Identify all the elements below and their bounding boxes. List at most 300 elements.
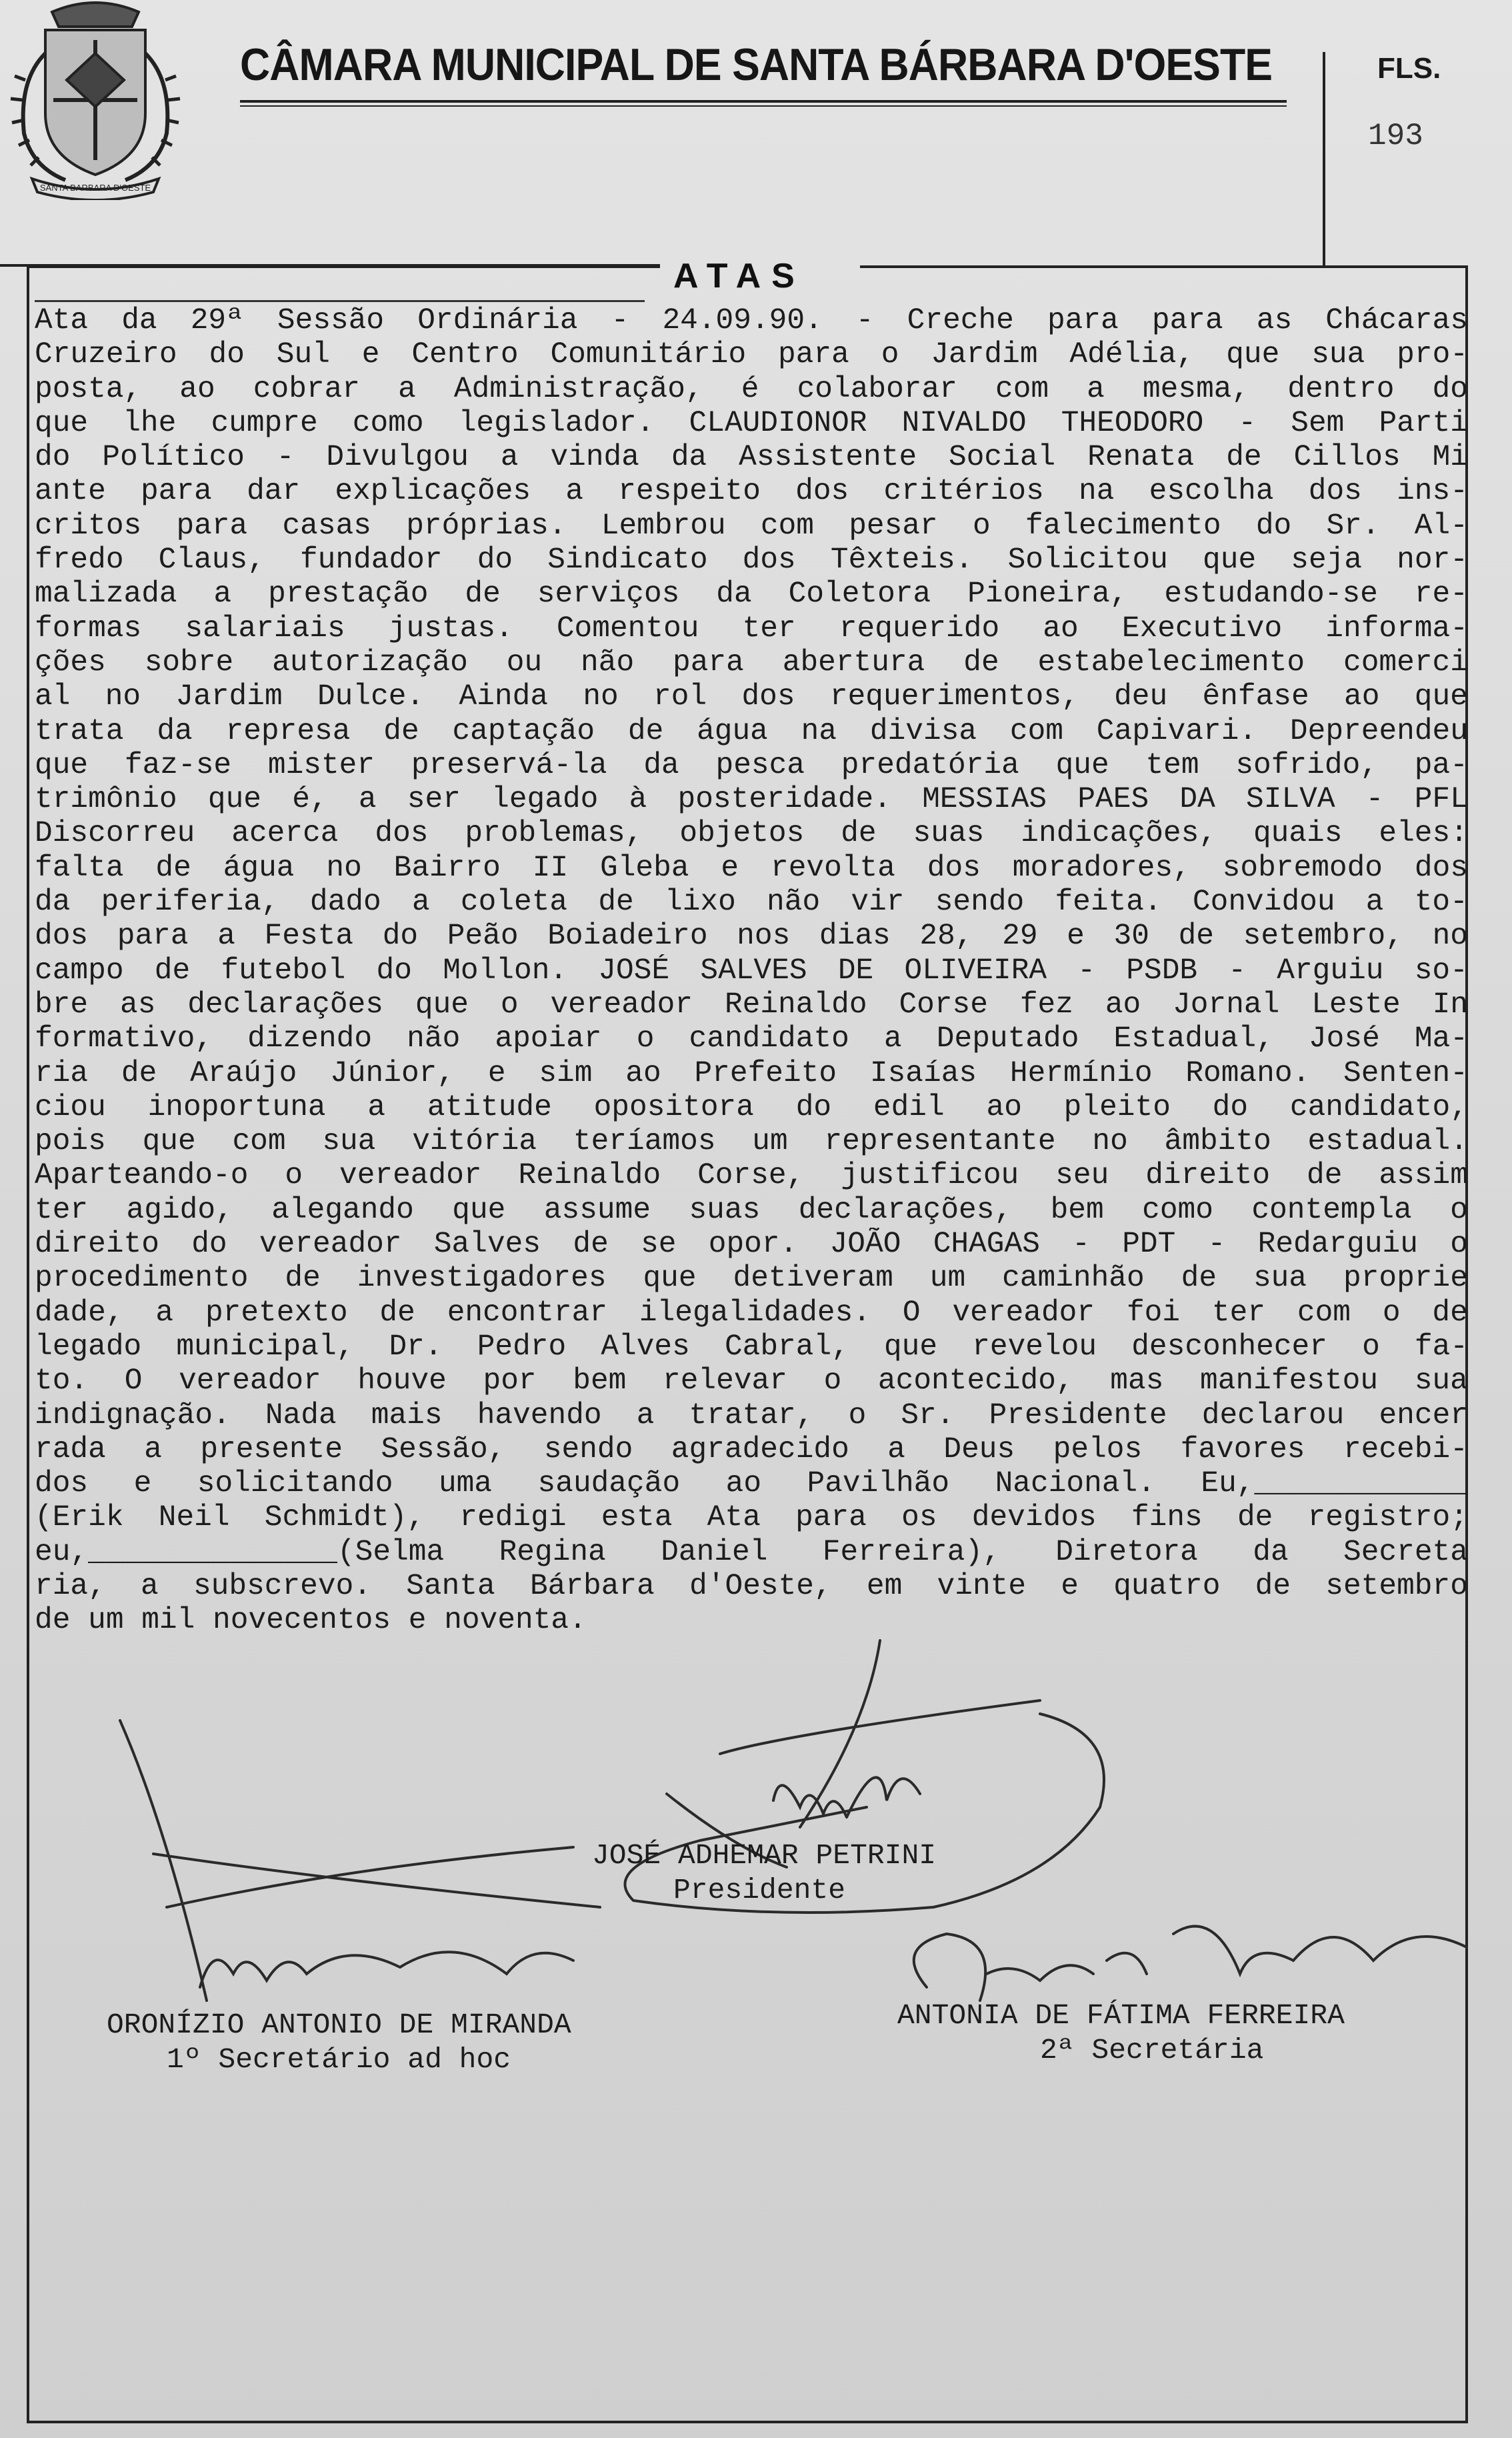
text-word: do [795,1090,832,1124]
text-word: Renata [1087,441,1195,475]
text-word: 30 [1113,920,1149,954]
text-word: respeito [618,475,761,509]
text-word: Adélia, [1069,338,1195,372]
text-word: estabelecimento [1037,646,1305,680]
text-word: cumpre [211,406,318,440]
text-word: inoportuna [147,1090,326,1124]
text-word: por [483,1364,537,1398]
text-word: ao [1344,680,1380,714]
text-word: que [415,988,469,1022]
text-word: bem [1050,1193,1104,1227]
text-word: agido, [126,1193,233,1227]
text-word: ser [407,783,461,817]
text-word: detiveram [733,1262,893,1296]
text-word: encer [1379,1398,1468,1432]
text-word: Político [102,441,245,475]
text-word: NIVALDO [901,406,1027,440]
text-word: divisa [869,714,977,748]
text-word: os [901,1501,937,1535]
text-word: Ordinária [417,304,578,337]
fls-label: FLS. [1377,52,1441,85]
text-word: so- [1414,954,1468,988]
text-line [35,1159,1468,1193]
text-word: de [1181,1262,1217,1296]
text-word: representante [824,1125,1056,1159]
text-word: prestação [268,577,429,612]
text-line [35,817,1468,851]
text-word: Assistente [739,441,917,475]
text-word: da [121,304,157,337]
text-word: Isaías [869,1056,977,1090]
text-word: JOSÉ [598,954,670,988]
text-line [35,1570,1468,1604]
text-word: e [487,1056,506,1090]
text-word: vereador [339,1159,482,1193]
text-word: assim [1379,1159,1468,1193]
frame-top-right [860,265,1327,268]
text-word: formas [35,612,142,646]
text-word: manifestou [1200,1364,1379,1398]
text-word: posta, [35,372,142,406]
text-word: Arguiu [1277,954,1384,988]
text-word: bre [35,988,89,1022]
title-underline [240,100,1287,103]
text-word: Deputado [936,1022,1079,1056]
text-word: ções [35,646,106,680]
text-word: próprias. [406,509,567,543]
text-word: Pedro [477,1330,567,1364]
text-word: - [1077,954,1096,988]
text-word: vitória [412,1125,537,1159]
text-word: do [191,1228,227,1262]
text-word: a [500,441,519,475]
text-word: sim [539,1056,593,1090]
text-word: Bairro [393,851,501,885]
text-word: que [1055,748,1109,782]
header-divider [1323,52,1325,265]
second-secretary-title: 2ª Secretária [1040,2034,1264,2067]
text-word: para [1151,304,1223,337]
text-word: do [382,920,419,954]
crest-motto: SANTA BARBARA D'OESTE [39,183,151,193]
text-word: e [1061,1569,1079,1603]
text-word: sobremodo [1222,851,1383,885]
text-word: para [141,475,212,509]
text-word: pesca [715,748,805,782]
text-word: Sul [276,338,330,372]
text-word: revelou [972,1330,1097,1364]
text-word: para [778,338,849,372]
text-word: Presidente [989,1398,1167,1432]
text-word: critérios [883,475,1044,509]
text-word: Salves [433,1228,541,1262]
text-word: legado [491,783,599,817]
text-word: tem [1145,748,1199,782]
text-word: no [326,851,362,885]
text-word: CLAUDIONOR [689,406,867,440]
text-word: em [866,1569,903,1603]
text-word: de [1307,1159,1343,1193]
text-word: com [1297,1296,1351,1330]
text-word: a [411,886,430,920]
text-line [35,475,1468,509]
text-word: pois [35,1125,106,1159]
text-word: Estadual, [1113,1022,1274,1056]
text-word: do [35,441,71,475]
text-word: serviços [537,577,680,612]
text-word: ao [179,372,215,406]
text-word: que [35,748,89,782]
text-word: OLIVEIRA [904,954,1047,988]
text-word: critos [35,509,142,543]
text-word: de [379,1296,415,1330]
text-word: PDT [1122,1228,1176,1262]
text-word: no [583,680,619,714]
text-line [35,1399,1468,1433]
text-word: autorização [272,646,468,680]
text-line [35,407,1468,441]
text-line [35,509,1468,543]
text-word: atitude [427,1090,552,1124]
text-word: PSDB [1126,954,1198,988]
text-word: sobre [144,646,234,680]
text-word: âmbito [1164,1125,1271,1159]
text-word: - [1072,1228,1090,1262]
text-word: Sem [1291,406,1345,440]
text-word: municipal, [176,1330,355,1364]
text-word: requerimentos, [829,680,1079,714]
text-word: Cabral, [724,1330,849,1364]
text-word: o [1382,1296,1401,1330]
text-word: legislador. [458,406,655,440]
text-word: dos [35,1467,89,1501]
text-word: Boiadeiro [547,920,708,954]
text-word: não [407,1022,461,1056]
text-word: de [841,817,877,851]
text-word: que [207,783,261,817]
text-word: o [636,1022,655,1056]
text-word: d'Oeste, [689,1569,832,1603]
text-word: rada [35,1432,106,1466]
text-word: fredo [35,543,124,577]
text-word: que [452,1193,506,1227]
text-word: faz-se [124,748,232,782]
text-word: não [767,886,821,920]
text-word: que [1414,680,1468,714]
text-word: de [121,1056,157,1090]
text-word: de [1237,1501,1273,1535]
text-word: procedimento [35,1262,249,1296]
text-word: sendo [543,1432,633,1466]
text-word: de [1226,441,1262,475]
text-word: com [760,509,815,543]
text-word: JOÃO [829,1228,901,1262]
text-word: ao [725,1467,762,1501]
text-word: Hermínio [1009,1056,1153,1090]
text-word: no [105,680,141,714]
text-word: do [1432,372,1468,406]
text-word: DA [1179,783,1215,817]
text-line [35,373,1468,407]
text-word: moradores, [1012,851,1191,885]
text-word: sua [322,1125,376,1159]
text-word: desconhecer [1131,1330,1327,1364]
text-word: Discorreu [35,817,195,851]
text-word: formativo, [35,1022,213,1056]
text-word: Parti [1379,406,1468,440]
text-word: sofrido, [1235,748,1378,782]
text-word: pleito [1063,1090,1171,1124]
text-word: recebi- [1343,1432,1468,1466]
text-line [35,1467,1468,1501]
text-word: e [721,851,739,885]
text-word: periferia, [101,886,279,920]
text-word: declarou [1201,1398,1345,1432]
text-line: de um mil novecentos e noventa. [35,1604,587,1638]
text-word: escolha [1149,475,1274,509]
text-word: da [35,886,71,920]
first-secretary-name: ORONÍZIO ANTONIO DE MIRANDA [107,2009,571,2041]
text-word: Deus [943,1432,1015,1466]
text-word: vereador [550,988,693,1022]
text-word: vereador [179,1364,321,1398]
text-word: Secreta [1343,1535,1468,1569]
text-word: não [581,646,635,680]
text-word: redigi [459,1501,567,1535]
text-word: de [598,886,634,920]
text-line [35,680,1468,714]
text-word: a [1365,886,1384,920]
text-word: salariais [185,612,345,646]
text-word: coleta [460,886,568,920]
text-word: In [1432,988,1468,1022]
text-word: Sr. [901,1398,955,1432]
text-word: mais [371,1398,443,1432]
text-word: Nada [265,1398,337,1432]
text-word: as [1256,304,1293,337]
text-line [35,1125,1468,1159]
text-word: ênfase [1202,680,1309,714]
text-word: José [1308,1022,1380,1056]
text-word: trata [35,714,124,748]
text-word: Centro [411,338,519,372]
text-word: Jornal [1173,988,1280,1022]
first-secretary-signature-icon [120,1720,600,2001]
text-word: Chácaras [1325,304,1468,337]
text-word: justas. [388,612,513,646]
text-word: sua [1311,338,1365,372]
text-word: favores [1180,1432,1305,1466]
text-word: ao [1105,988,1141,1022]
text-word: Claus, [158,543,265,577]
text-word: O [902,1296,921,1330]
text-word: dos [927,851,981,885]
text-word: saudação [537,1467,681,1501]
first-line-overline [35,300,645,302]
text-word: proprie [1343,1262,1468,1296]
text-word: pesar [849,509,938,543]
text-word: com [232,1125,286,1159]
text-word: Gleba [600,851,689,885]
text-word: Dr. [389,1330,443,1364]
text-word: a [155,1296,174,1330]
text-word: Jardim [175,680,283,714]
text-word: mas [1110,1364,1164,1398]
text-word: havendo [477,1398,602,1432]
text-word: Redarguiu [1257,1228,1418,1262]
text-word: ter [35,1193,89,1227]
text-line [35,783,1468,817]
text-word: nos [737,920,791,954]
text-word: CHAGAS [933,1228,1040,1262]
text-word: dos [742,543,796,577]
text-line [35,338,1468,372]
text-word: Depreendeu [1289,714,1468,748]
text-line [35,1296,1468,1330]
text-line [35,852,1468,886]
text-word: do [1255,509,1292,543]
text-word: a [883,1022,902,1056]
second-secretary-signature-icon [914,1927,1467,2001]
text-word: Diretora [1055,1535,1198,1569]
text-word: presente [200,1432,343,1466]
text-word: fins [1131,1501,1203,1535]
president-name: JOSÉ ADHEMAR PETRINI [592,1839,937,1872]
text-line [35,715,1468,749]
text-word: - [1365,783,1384,817]
text-word: suas [913,817,985,851]
text-word: II [532,851,569,885]
municipal-crest-icon [5,0,185,200]
page-number: 193 [1368,119,1423,153]
text-word: para [176,509,248,543]
text-word: do [376,954,412,988]
text-word: na [1078,475,1115,509]
text-word: fundador [299,543,443,577]
text-word: dado [309,886,381,920]
text-word: Social [949,441,1056,475]
text-word: Corse [899,988,988,1022]
text-line [35,886,1468,920]
text-word: que [883,1330,938,1364]
text-line [35,1228,1468,1262]
text-word: Mi [1432,441,1468,475]
text-word: Nacional. [995,1467,1155,1501]
text-word: indignação. [35,1398,231,1432]
text-line [35,543,1468,577]
text-word: no [1432,920,1468,954]
first-secretary-title: 1º Secretário ad hoc [167,2043,511,2076]
text-word: Coletora [788,577,931,612]
text-word: revolta [770,851,895,885]
text-word: - [1207,1228,1226,1262]
text-word: acerca [231,817,339,851]
president-title: Presidente [673,1874,846,1907]
text-word: de [383,714,419,748]
text-word: a [636,1398,655,1432]
text-word: dentro [1287,372,1395,406]
text-word: água [697,714,768,748]
text-word: direito [1145,1159,1271,1193]
text-word: ao [625,1056,661,1090]
text-word: deu [1114,680,1168,714]
text-word: MESSIAS [922,783,1047,817]
text-word: agradecido [671,1432,849,1466]
text-word: Sessão, [381,1432,506,1466]
text-word: 29ª [190,304,244,337]
text-word: dade, [35,1296,124,1330]
text-word: (Erik [35,1501,124,1535]
text-word: para [795,1501,867,1535]
text-line [35,749,1468,783]
text-line [35,1364,1468,1398]
text-word: e [133,1467,152,1501]
text-line [35,1091,1468,1125]
text-word: foi [1126,1296,1181,1330]
text-word: seu [1055,1159,1109,1193]
text-word: - [1228,954,1247,988]
text-word: - [276,441,295,475]
text-word: fez [1019,988,1073,1022]
text-word: dos [375,817,429,851]
text-line [35,1433,1468,1467]
text-word: com [1009,714,1064,748]
text-word: trimônio [35,783,177,817]
text-word: o [1450,1193,1468,1227]
text-word: quais [1253,817,1343,851]
text-word: de [285,1262,321,1296]
text-word: da [157,714,193,748]
text-word: assume [543,1193,651,1227]
text-word: Sessão [277,304,385,337]
text-word: a [1087,372,1105,406]
text-word: da [643,748,679,782]
text-word: Ata [35,304,89,337]
text-line [35,920,1468,954]
text-word: malizada [35,577,177,612]
text-word: requerido [839,612,1000,646]
text-word: candidato [689,1022,849,1056]
title-underline-thin [240,105,1287,107]
text-word: uma [438,1467,493,1501]
text-word: investigadores [357,1262,607,1296]
text-line [35,1022,1468,1056]
text-word: al [35,680,71,714]
text-word: mesma, [1142,372,1250,406]
frame-top-left [0,264,660,267]
text-word: captação [452,714,595,748]
text-word: rol [653,680,707,714]
text-word: como [352,406,424,440]
text-word: problemas, [465,817,643,851]
text-word: explicações [335,475,531,509]
text-word: Capivari. [1096,714,1257,748]
text-word: ante [35,475,106,509]
text-word: dias [819,920,891,954]
text-word: dos [1308,475,1362,509]
text-word: do [209,338,245,372]
text-word: solicitando [197,1467,393,1501]
text-word: ter [1211,1296,1266,1330]
text-word: de [1255,1569,1291,1603]
text-word: Mollon. [443,954,568,988]
text-word: de [963,646,999,680]
text-word: edil [873,1090,945,1124]
text-word: Ferreira), [822,1535,1001,1569]
section-title: ATAS [673,257,805,295]
text-word: para [1047,304,1119,337]
text-word: pa- [1414,748,1468,782]
